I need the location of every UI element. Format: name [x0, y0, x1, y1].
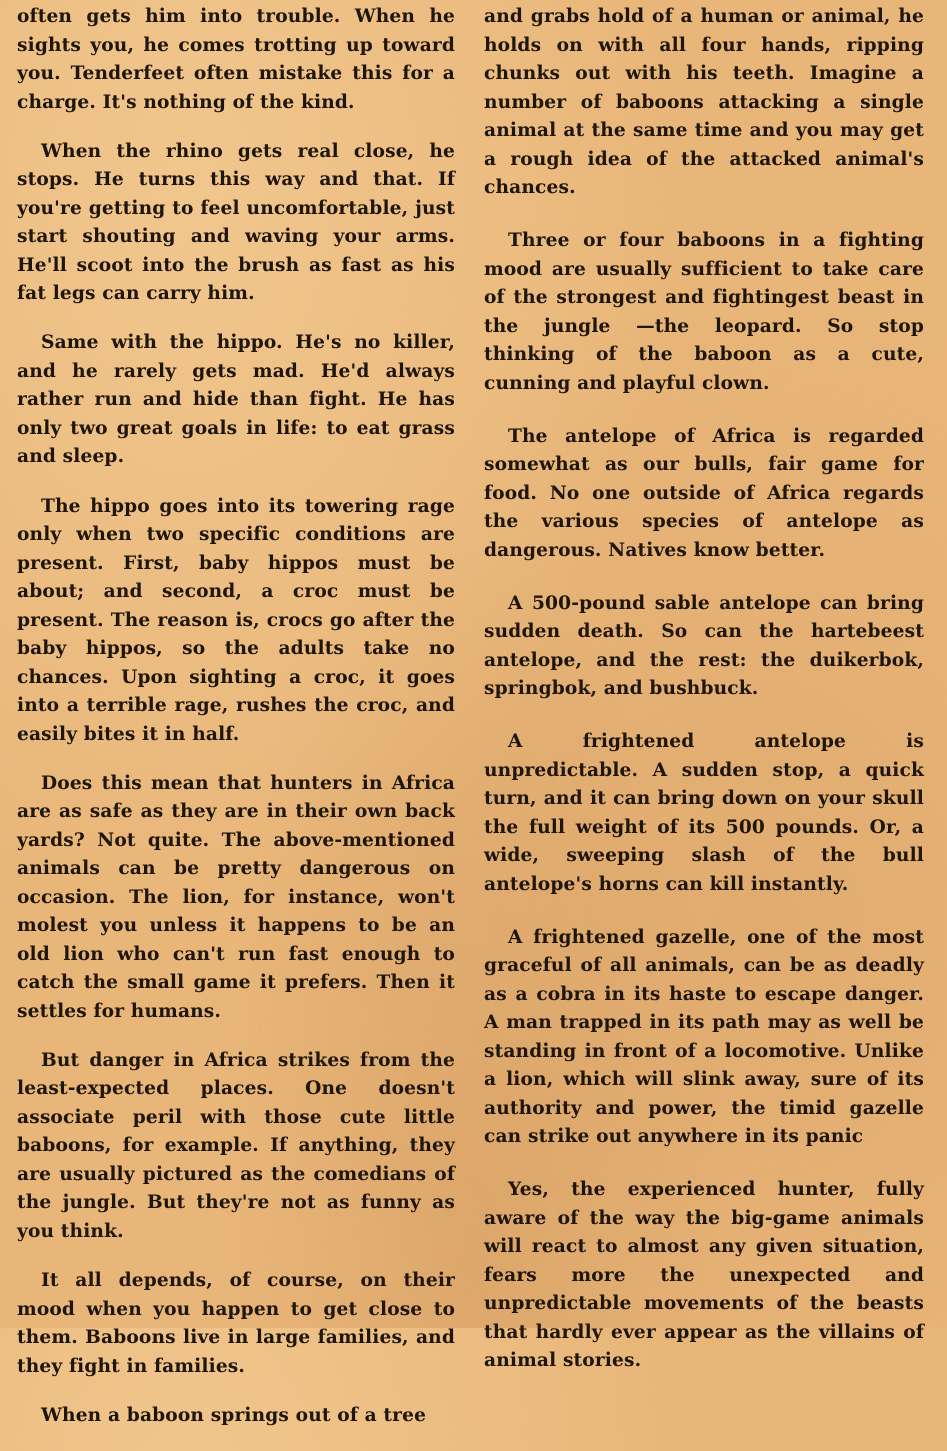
paragraph: It all depends, of course, on their mood when you happen to get close to them. Baboons live in large families, and they fight in families.	[17, 1270, 455, 1377]
paragraph: The antelope of Africa is regarded somewhat as our bulls, fair game for food. No one outside of Africa regards the various species of antelope as dangerous. Natives know better.	[484, 425, 924, 561]
paragraph: often gets him into trouble. When he sights you, he comes trotting up toward you. Tenderfeet often mistake this for a charge. It's nothing of the kind.	[17, 6, 455, 113]
paragraph: A frightened gazelle, one of the most graceful of all animals, can be as deadly as a cobra in its haste to escape danger. A man trapped in its path may as well be standing in front of a locomotive. Unlike a lion, which will slink away, sure of its authority and power, the timid gazelle can strike out anywhere in its panic	[484, 926, 924, 1147]
paragraph: Three or four baboons in a fighting mood are usually sufficient to take care of the strongest and fightingest beast in the jungle —the leopard. So stop thinking of the baboon as a cute, cunning and playful clown.	[484, 230, 924, 394]
paragraph: Yes, the experienced hunter, fully aware of the way the big-game animals will react to almost any given situation, fears more the unexpected and unpredictable movements of the beasts that hardly ever appear as the villains of animal stories.	[484, 1179, 924, 1371]
paragraph: and grabs hold of a human or animal, he holds on with all four hands, ripping chunks out with his teeth. Imagine a number of baboons attacking a single animal at the same time and you may get a rough idea of the attacked animal's chances.	[484, 6, 924, 198]
right-column	[484, 3, 924, 1400]
left-column	[17, 3, 455, 1451]
paragraph: Does this mean that hunters in Africa are as safe as they are in their own back yards? Not quite. The above-mentioned animals can be pretty dangerous on occasion. The lion, for instance, won't molest you unless it happens to be an old lion who can't run fast enough to catch the small game it prefers. Then it settles for humans.	[17, 772, 455, 1022]
paragraph: But danger in Africa strikes from the least-expected places. One doesn't associate peril with those cute little baboons, for example. If anything, they are usually pictured as the comedians of the jungle. But they're not as funny as you think.	[17, 1049, 455, 1242]
paragraph: When a baboon springs out of a tree	[41, 1404, 427, 1426]
paragraph: A 500-pound sable antelope can bring sudden death. So can the hartebeest antelope, and the rest: the duikerbok, springbok, and bushbuck.	[484, 592, 924, 699]
paragraph: When the rhino gets real close, he stops. He turns this way and that. If you're getting to feel uncomfortable, just start shouting and waving your arms. He'll scoot into the brush as fast as his fat legs can carry him.	[17, 140, 455, 305]
paragraph: A frightened antelope is unpredictable. A sudden stop, a quick turn, and it can bring down on your skull the full weight of its 500 pounds. Or, a wide, sweeping slash of the bull antelope's horns can kill instantly.	[484, 731, 924, 895]
paragraph: Same with the hippo. He's no killer, and he rarely gets mad. He'd always rather run and hide than fight. He has only two great goals in life: to eat grass and sleep.	[17, 332, 455, 468]
paragraph: The hippo goes into its towering rage only when two specific conditions are present. First, baby hippos must be about; and second, a croc must be present. The reason is, crocs go after the baby hippos, so the adults take no chances. Upon sighting a croc, it goes into a terrible rage, rushes the croc, and easily bites it in half.	[17, 495, 455, 745]
